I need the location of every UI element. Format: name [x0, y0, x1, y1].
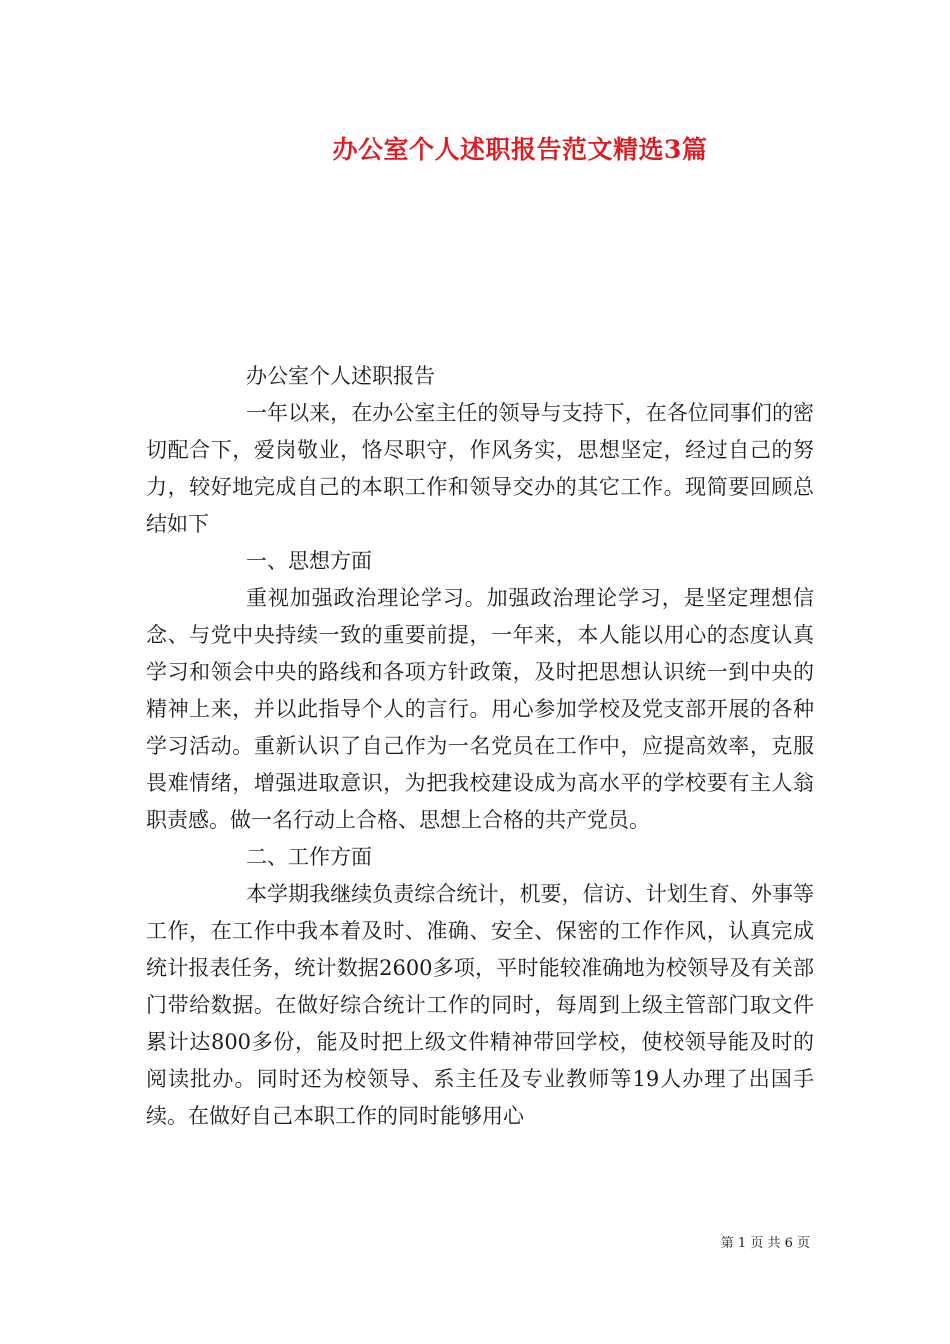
paragraph-intro: 一年以来，在办公室主任的领导与支持下，在各位同事们的密切配合下，爱岗敬业，恪尽职守，作风务实，思想坚定，经过自己的努力，较好地完成自己的本职工作和领导交办的其它工作。现简要回顾总结如下 — [146, 401, 814, 536]
report-subtitle: 办公室个人述职报告 — [246, 364, 435, 388]
page-number-footer: 第 1 页 共 6 页 — [720, 1236, 810, 1251]
section-heading-thought: 一、思想方面 — [246, 549, 372, 573]
paragraph-thought: 重视加强政治理论学习。加强政治理论学习，是坚定理想信念、与党中央持续一致的重要前提，一年来，本人能以用心的态度认真学习和领会中央的路线和各项方针政策，及时把思想认识统一到中央的精神上来，并以此指导个人的言行。用心参加学校及党支部开展的各种学习活动。重新认识了自己作为一名党员在工作中，应提高效率，克服畏难情绪，增强进取意识，为把我校建设成为高水平的学校要有主人翁职责感。做一名行动上合格、思想上合格的共产党员。 — [146, 586, 814, 832]
section-heading-work: 二、工作方面 — [246, 845, 372, 869]
paragraph-work: 本学期我继续负责综合统计，机要，信访、计划生育、外事等工作，在工作中我本着及时、准确、安全、保密的工作作风，认真完成统计报表任务，统计数据2600多项，平时能较准确地为校领导及有关部门带给数据。在做好综合统计工作的同时，每周到上级主管部门取文件累计达800多份，能及时把上级文件精神带回学校，使校领导能及时的阅读批办。同时还为校领导、系主任及专业教师等19人办理了出国手续。在做好自己本职工作的同时能够用心 — [146, 882, 814, 1128]
page-title: 办公室个人述职报告范文精选3篇 — [332, 135, 708, 164]
document-body — [146, 358, 814, 1135]
